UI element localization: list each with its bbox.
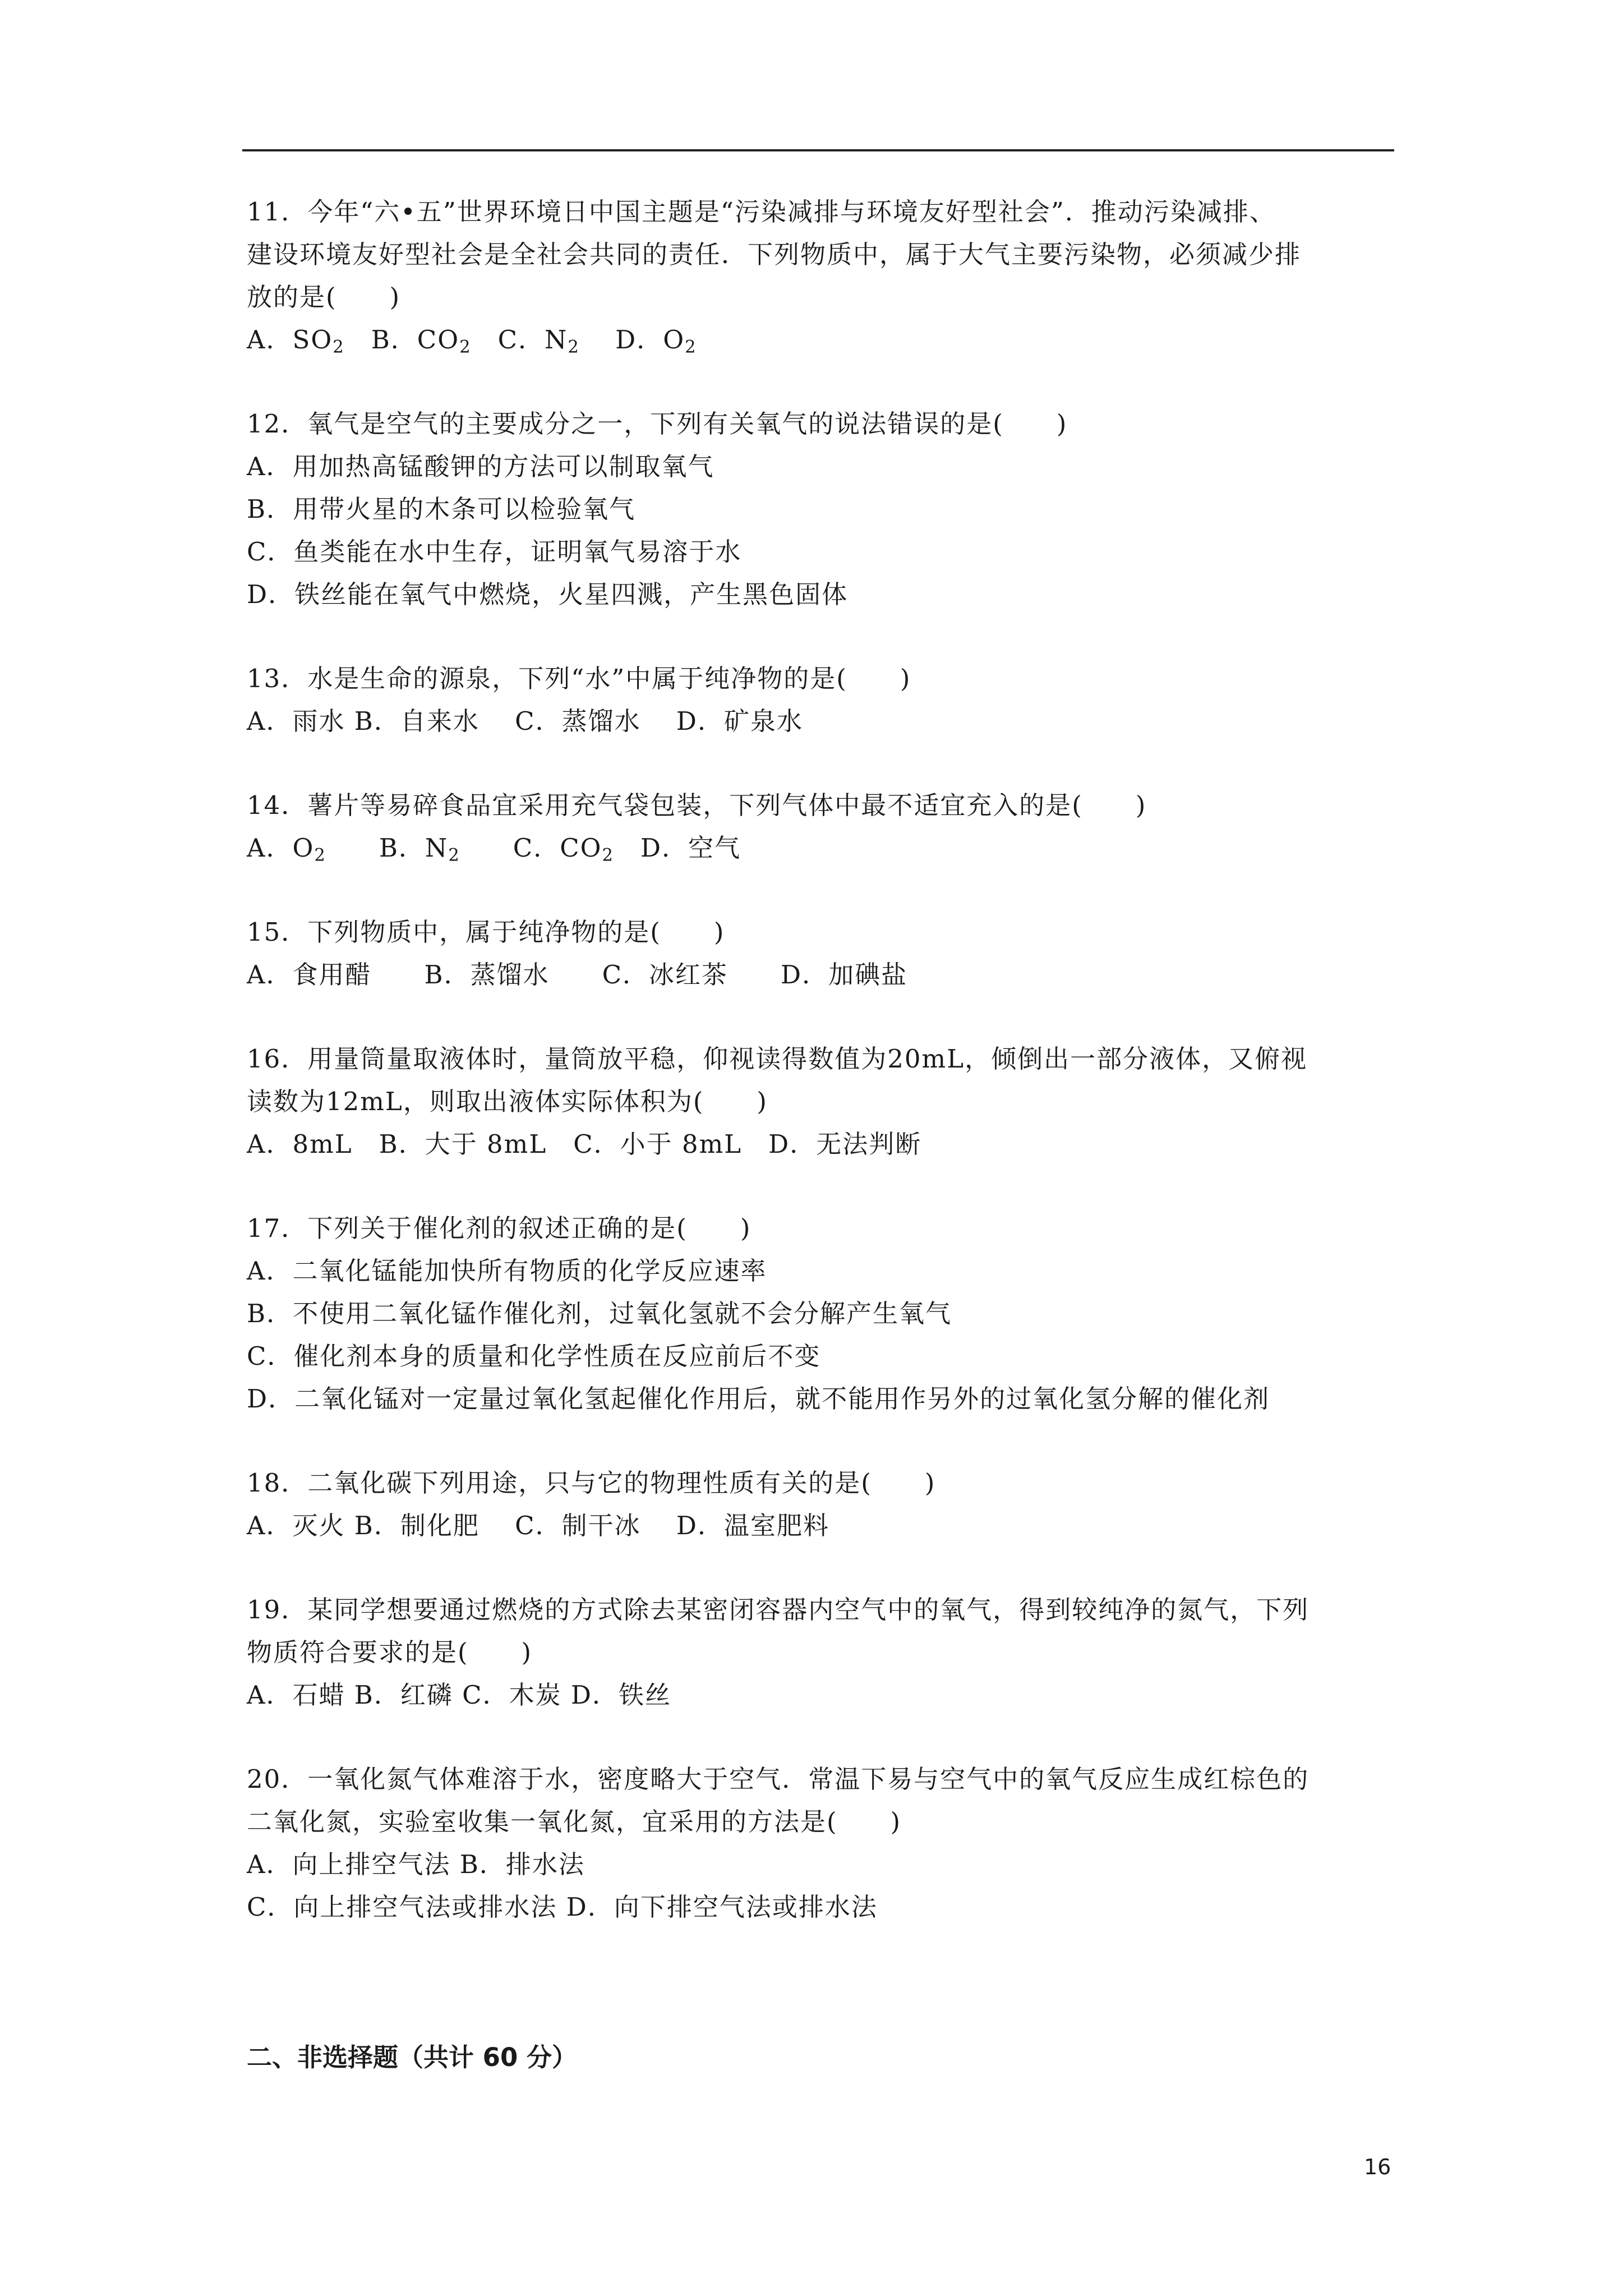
question-stem-line: 二氧化氮，实验室收集一氧化氮，宜采用的方法是( ) (247, 1807, 902, 1837)
option-text: A．SO (247, 325, 333, 355)
answer-options-line (247, 531, 1396, 573)
question-stem-line: 物质符合要求的是( ) (247, 1637, 533, 1667)
question-item (247, 1207, 1396, 1420)
subscript: 2 (448, 845, 460, 866)
answer-options-line (247, 1123, 1396, 1166)
question-stem-line: 读数为12mL，则取出液体实际体积为( ) (247, 1087, 768, 1116)
answer-options-line (247, 954, 1396, 996)
subscript: 2 (685, 337, 697, 357)
subscript: 2 (459, 337, 472, 357)
question-item (247, 657, 1396, 743)
section-title: 二、非选择题（共计 60 分） (247, 2042, 577, 2072)
question-item (247, 1758, 1396, 1929)
subscript: 2 (333, 337, 345, 357)
answer-options-line (247, 700, 1396, 743)
answer-options-line (247, 1674, 1396, 1717)
question-item (247, 1589, 1396, 1717)
answer-options-line (247, 1886, 1396, 1929)
option-text: C．N (471, 325, 568, 355)
option-text: A．灭火 B．制化肥 C．制干冰 D．温室肥料 (247, 1511, 829, 1540)
question-item (247, 403, 1396, 616)
page-number: 16 (1364, 2155, 1391, 2179)
option-text: B．N (326, 833, 449, 863)
option-text: A．石蜡 B．红磷 C．木炭 D．铁丝 (247, 1680, 671, 1710)
question-item (247, 911, 1396, 996)
answer-options-line (247, 1843, 1396, 1886)
question-stem-line: 14．薯片等易碎食品宜采用充气袋包装，下列气体中最不适宜充入的是( ) (247, 790, 1147, 820)
option-text: D．空气 (614, 833, 741, 863)
answer-options-line (247, 1335, 1396, 1378)
question-item (247, 191, 1396, 361)
option-text: C．鱼类能在水中生存，证明氧气易溶于水 (247, 537, 742, 567)
question-stem-line: 16．用量筒量取液体时，量筒放平稳，仰视读得数值为20mL，倾倒出一部分液体，又俯视 (247, 1044, 1308, 1074)
answer-options-line (247, 1292, 1396, 1335)
answer-options-line (247, 445, 1396, 488)
option-text: A．雨水 B．自来水 C．蒸馏水 D．矿泉水 (247, 706, 803, 736)
option-text: A．O (247, 833, 315, 863)
answer-options-line (247, 1378, 1396, 1420)
option-text: A．用加热高锰酸钾的方法可以制取氧气 (247, 452, 714, 481)
option-text: A．8mL B．大于 8mL C．小于 8mL D．无法判断 (247, 1129, 922, 1159)
answer-options-line (247, 1504, 1396, 1547)
question-stem-line: 20．一氧化氮气体难溶于水，密度略大于空气．常温下易与空气中的氧气反应生成红棕色的 (247, 1764, 1310, 1794)
answer-options-line (247, 827, 1396, 869)
question-stem-line: 18．二氧化碳下列用途，只与它的物理性质有关的是( ) (247, 1468, 936, 1498)
question-item (247, 1462, 1396, 1547)
option-text: A．食用醋 B．蒸馏水 C．冰红茶 D．加碘盐 (247, 960, 908, 990)
answer-options-line (247, 488, 1396, 531)
option-text: D．铁丝能在氧气中燃烧，火星四溅，产生黑色固体 (247, 579, 849, 609)
option-text: B．CO (344, 325, 460, 355)
answer-options-line (247, 573, 1396, 616)
header-rule (242, 149, 1394, 151)
question-list (247, 191, 1396, 1970)
option-text: A．二氧化锰能加快所有物质的化学反应速率 (247, 1256, 767, 1286)
option-text: D．O (579, 325, 685, 355)
option-text: C．CO (460, 833, 602, 863)
option-text: B．用带火星的木条可以检验氧气 (247, 494, 636, 524)
option-text: D．二氧化锰对一定量过氧化氢起催化作用后，就不能用作另外的过氧化氢分解的催化剂 (247, 1384, 1270, 1414)
option-text: B．不使用二氧化锰作催化剂，过氧化氢就不会分解产生氧气 (247, 1299, 952, 1328)
question-stem-line: 17．下列关于催化剂的叙述正确的是( ) (247, 1213, 751, 1243)
question-stem-line: 19．某同学想要通过燃烧的方式除去某密闭容器内空气中的氧气，得到较纯净的氮气，下列 (247, 1595, 1310, 1625)
option-text: A．向上排空气法 B．排水法 (247, 1849, 585, 1879)
subscript: 2 (602, 845, 615, 866)
subscript: 2 (314, 845, 326, 866)
question-stem-line: 放的是( ) (247, 282, 401, 312)
option-text: C．向上排空气法或排水法 D．向下排空气法或排水法 (247, 1892, 878, 1922)
question-stem-line: 12．氧气是空气的主要成分之一，下列有关氧气的说法错误的是( ) (247, 409, 1068, 439)
question-stem-line: 11．今年“六•五”世界环境日中国主题是“污染减排与环境友好型社会”．推动污染减排、 (247, 197, 1276, 227)
question-item (247, 1038, 1396, 1166)
question-item (247, 784, 1396, 869)
question-stem-line: 13．水是生命的源泉，下列“水”中属于纯净物的是( ) (247, 664, 911, 693)
question-stem-line: 建设环境友好型社会是全社会共同的责任．下列物质中，属于大气主要污染物，必须减少排 (247, 240, 1302, 269)
subscript: 2 (568, 337, 580, 357)
question-stem-line: 15．下列物质中，属于纯净物的是( ) (247, 917, 725, 947)
option-text: C．催化剂本身的质量和化学性质在反应前后不变 (247, 1341, 821, 1371)
answer-options-line (247, 1250, 1396, 1292)
answer-options-line (247, 319, 1396, 361)
